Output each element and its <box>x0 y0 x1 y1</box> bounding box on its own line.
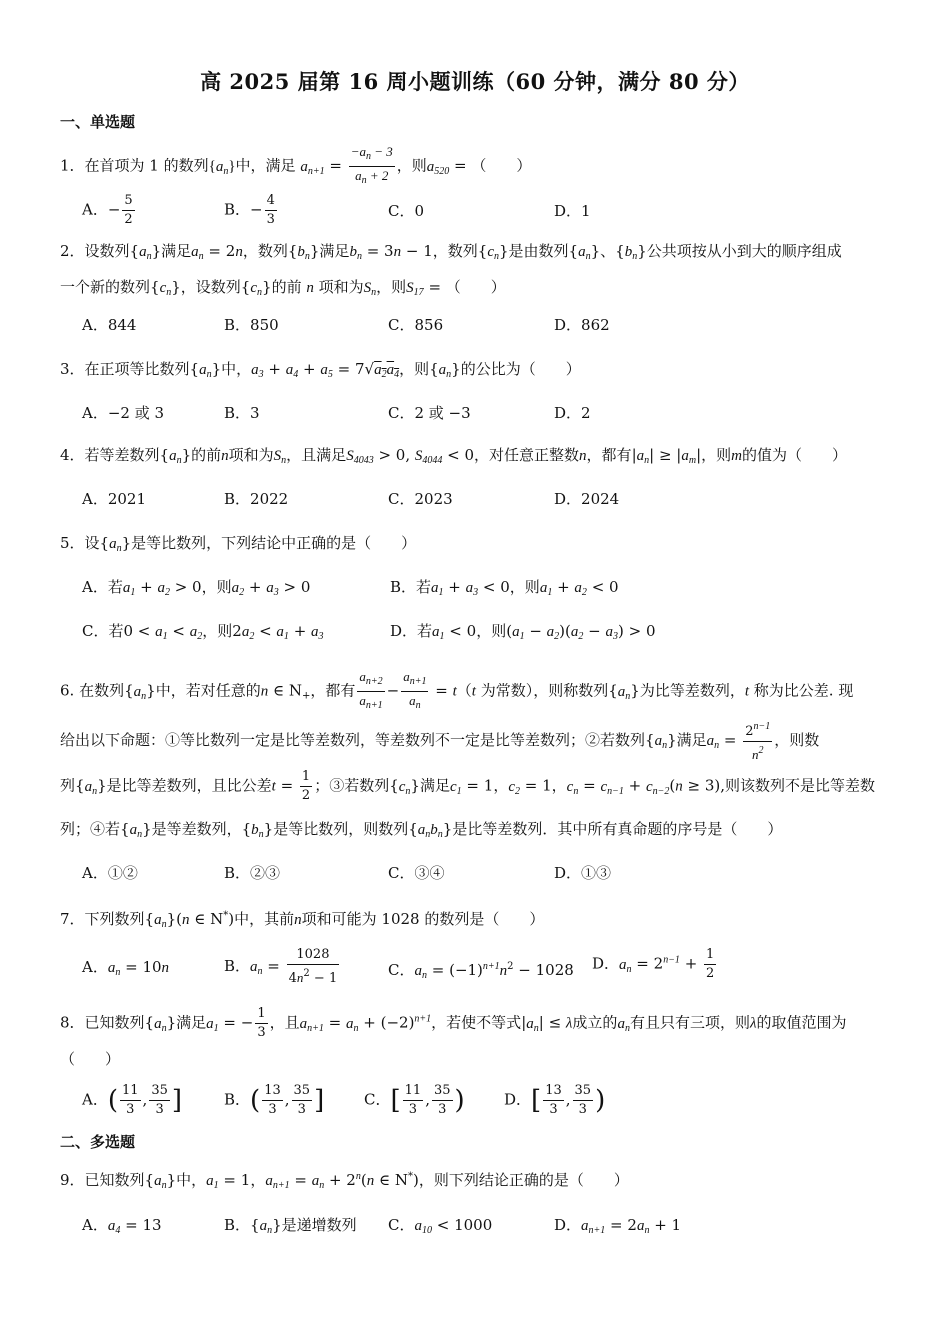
question-5: 5．设$\{a_n\}$是等比数列，下列结论中正确的是（ ） <box>60 534 417 554</box>
option-a[interactable]: A．−2 或 3 <box>82 404 165 422</box>
option-b[interactable]: B．$a_n$ = $\frac{1028}{4n^2 - 1}$ <box>224 947 338 986</box>
option-a[interactable]: A．844 <box>82 316 137 334</box>
option-b[interactable]: B．850 <box>224 316 279 334</box>
option-b[interactable]: B．$\{a_n\}$是递增数列 <box>224 1216 357 1236</box>
option-d[interactable]: D．$a_{n+1} = 2a_n + 1$ <box>554 1216 682 1236</box>
option-a[interactable]: A．− $\frac{5}{2}$ <box>82 193 133 227</box>
option-c[interactable]: C．2 或 −3 <box>388 404 471 422</box>
option-c[interactable]: C．0 <box>388 202 425 220</box>
option-c[interactable]: C．2023 <box>388 490 453 508</box>
option-b[interactable]: B．3 <box>224 404 260 422</box>
option-a[interactable]: A．( $\frac{11}{3}$ , $\frac{35}{3}$ ] <box>82 1083 183 1117</box>
option-a[interactable]: A．$a_n = 10n$ <box>82 958 170 978</box>
question-2-line-1: 2．设数列$\{a_n\}$满足$a_n = 2n$，数列$\{b_n\}$满足$b_n = 3n - 1$，数列$\{c_n\}$是由数列$\{a_n\}$、$\{b_n\}$公共项按从小到大的顺序组成 <box>60 242 842 262</box>
question-6-line-1: 6. 在数列$\{a_n\}$中，若对任意的n ∈ $N_+$，都有 $\frac{a_{n+2}}{a_{n+1}}$ − $\frac{a_{n+1}}{a_n}$ = t（t 为常数），则称数列$\{a_n\}$为比等差数列，t 称为比公差. 现 <box>60 669 854 711</box>
option-a[interactable]: A．①② <box>82 864 138 882</box>
question-6-line-3: 列$\{a_n\}$是比等差数列，且比公差t = $\frac{1}{2}$ ；③若数列$\{c_n\}$满足$c_1 = 1$，$c_2 = 1$，$c_n = c_{n-1} + c_{n-2}(n \ge 3)$,则该数列不是比等差数 <box>60 769 876 803</box>
option-b[interactable]: B．②③ <box>224 864 281 882</box>
question-8-line-2: （ ） <box>60 1050 121 1068</box>
question-5-options-row-1 <box>82 574 910 614</box>
option-b[interactable]: B．− $\frac{4}{3}$ <box>224 193 275 227</box>
question-6-line-4: 列；④若$\{a_n\}$是等差数列，$\{b_n\}$是等比数列，则数列$\{a_nb_n\}$是比等差数列．其中所有真命题的序号是（ ） <box>60 820 783 840</box>
option-d[interactable]: D．2 <box>554 404 591 422</box>
question-5-options-row-2 <box>82 618 910 658</box>
page-title: 高 2025 届第 16 周小题训练（60 分钟，满分 80 分） <box>200 69 750 94</box>
option-c[interactable]: C．若$0 < a_1 < a_2$，则$2a_2 < a_1 + a_3$ <box>82 622 324 642</box>
option-d[interactable]: D．862 <box>554 316 610 334</box>
option-d[interactable]: D．$a_n = 2^{n-1}$ + $\frac{1}{2}$ <box>592 947 715 981</box>
question-4-options <box>82 486 910 526</box>
option-b[interactable]: B．若$a_1 + a_3 < 0$，则$a_1 + a_2 < 0$ <box>390 578 619 598</box>
question-6-line-2: 给出以下命题：①等比数列一定是比等差数列，等差数列不一定是比等差数列；②若数列$\{a_n\}$满足$a_n$ = $\frac{2^{n-1}}{n^2}$ ，则数 <box>60 718 894 764</box>
question-9: 9．已知数列$\{a_n\}$中，$a_1 = 1$，$a_{n+1} = a_n + 2^n(n$ ∈ N*)，则下列结论正确的是（ ） <box>60 1171 629 1191</box>
question-2-options <box>82 312 910 352</box>
option-b[interactable]: B．2022 <box>224 490 289 508</box>
question-3: 3．在正项等比数列$\{a_n\}$中，$a_3 + a_4 + a_5 = 7√a_2a_4$，则$\{a_n\}$的公比为（ ） <box>60 360 581 380</box>
fraction: $\frac{-a_n - 3}{a_n + 2}$ <box>350 144 393 186</box>
question-8-line-1: 8．已知数列$\{a_n\}$满足$a_1$ = − $\frac{1}{3}$ ，且$a_{n+1} = a_n + (-2)^{n+1}$，若使不等式$|a_n| \le \lambda$成立的$a_n$有且只有三项，则λ的取值范围为 <box>60 1006 847 1040</box>
section-multiple-choice: 二、多选题 <box>60 1133 136 1151</box>
option-c[interactable]: C．③④ <box>388 864 445 882</box>
option-b[interactable]: B．( $\frac{13}{3}$ , $\frac{35}{3}$ ] <box>224 1083 325 1117</box>
option-a[interactable]: A．$a_4 = 13$ <box>82 1216 162 1236</box>
option-a[interactable]: A．若$a_1 + a_2 > 0$，则$a_2 + a_3 > 0$ <box>82 578 311 598</box>
option-c[interactable]: C．$a_{10} < 1000$ <box>388 1216 493 1236</box>
question-1: 1．在首项为 1 的数列$\{a_n\}$中，满足 $a_{n+1}$ = $\frac{-a_n - 3}{a_n + 2}$ ，则$a_{520}$ = （ ） <box>60 143 894 190</box>
question-7-options <box>82 946 910 986</box>
question-6-options <box>82 860 910 900</box>
option-c[interactable]: C．$a_n = (-1)^{n+1}n^2 - 1028$ <box>388 961 574 981</box>
option-a[interactable]: A．2021 <box>82 490 147 508</box>
question-7: 7．下列数列$\{a_n\}(n$ ∈ N*)中，其前n项和可能为 1028 的数列是（ ） <box>60 910 545 930</box>
question-8-options <box>82 1082 910 1122</box>
question-9-options <box>82 1212 910 1252</box>
question-1-options <box>82 192 910 232</box>
question-3-options <box>82 400 910 440</box>
section-single-choice: 一、单选题 <box>60 113 136 131</box>
option-d[interactable]: D．2024 <box>554 490 620 508</box>
question-4: 4．若等差数列$\{a_n\}$的前n项和为$S_n$，且满足$S_{4043} > 0$, $S_{4044} < 0$，对任意正整数n，都有$|a_n| \ge |a_m|$，则m的值为（ ） <box>60 446 848 466</box>
option-d[interactable]: D．[ $\frac{13}{3}$ , $\frac{35}{3}$ ) <box>504 1083 606 1117</box>
option-d[interactable]: D．若$a_1 < 0$，则$(a_1 - a_2)(a_2 - a_3) > 0$ <box>390 622 656 642</box>
option-d[interactable]: D．①③ <box>554 864 612 882</box>
option-d[interactable]: D．1 <box>554 202 591 220</box>
question-2-line-2: 一个新的数列$\{c_n\}$，设数列$\{c_n\}$的前 n 项和为$S_n$，则$S_{17}$ = （ ） <box>60 278 506 298</box>
option-c[interactable]: C．[ $\frac{11}{3}$ , $\frac{35}{3}$ ) <box>364 1083 465 1117</box>
option-c[interactable]: C．856 <box>388 316 444 334</box>
